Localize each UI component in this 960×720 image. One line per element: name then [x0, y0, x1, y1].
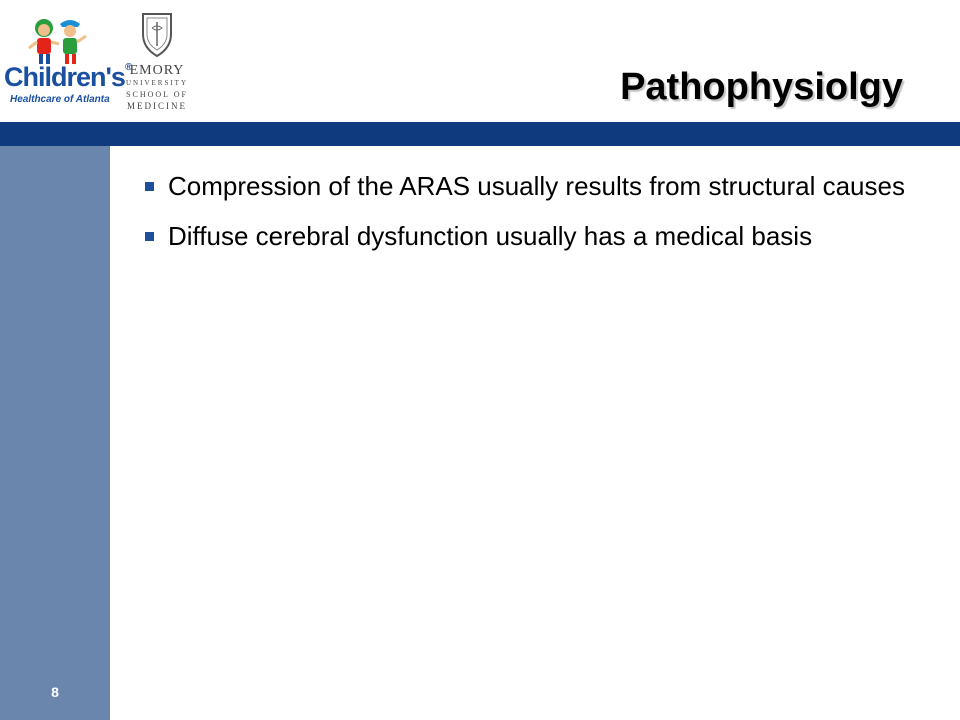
bullet-text: Diffuse cerebral dysfunction usually has a medical basis: [168, 221, 813, 251]
bullet-text: Compression of the ARAS usually results from structural causes: [168, 171, 905, 201]
bullet-item: [145, 170, 905, 203]
bullet-list: [145, 170, 905, 270]
bullet-item: [145, 220, 905, 253]
square-bullet-icon: [145, 182, 154, 191]
registered-mark: ®: [124, 62, 132, 73]
slide-title: Pathophysiolgy: [620, 66, 903, 108]
childrens-healthcare-logo: [4, 12, 132, 112]
emory-line-1: EMORY: [129, 63, 185, 78]
emory-line-3: SCHOOL OF: [126, 90, 188, 99]
emory-medicine-logo: [124, 12, 190, 112]
emory-line-2: UNIVERSITY: [126, 79, 188, 87]
header-bar: [0, 122, 960, 146]
childrens-logo-wordmark: [4, 62, 132, 93]
left-sidebar-band: [0, 146, 110, 720]
page-number: 8: [51, 684, 59, 700]
square-bullet-icon: [145, 232, 154, 241]
emory-shield-icon: [124, 12, 190, 58]
childrens-logo-name: Children's: [4, 62, 125, 92]
childrens-logo-subtitle: Healthcare of Atlanta: [10, 94, 110, 105]
emory-line-4: MEDICINE: [127, 101, 187, 111]
